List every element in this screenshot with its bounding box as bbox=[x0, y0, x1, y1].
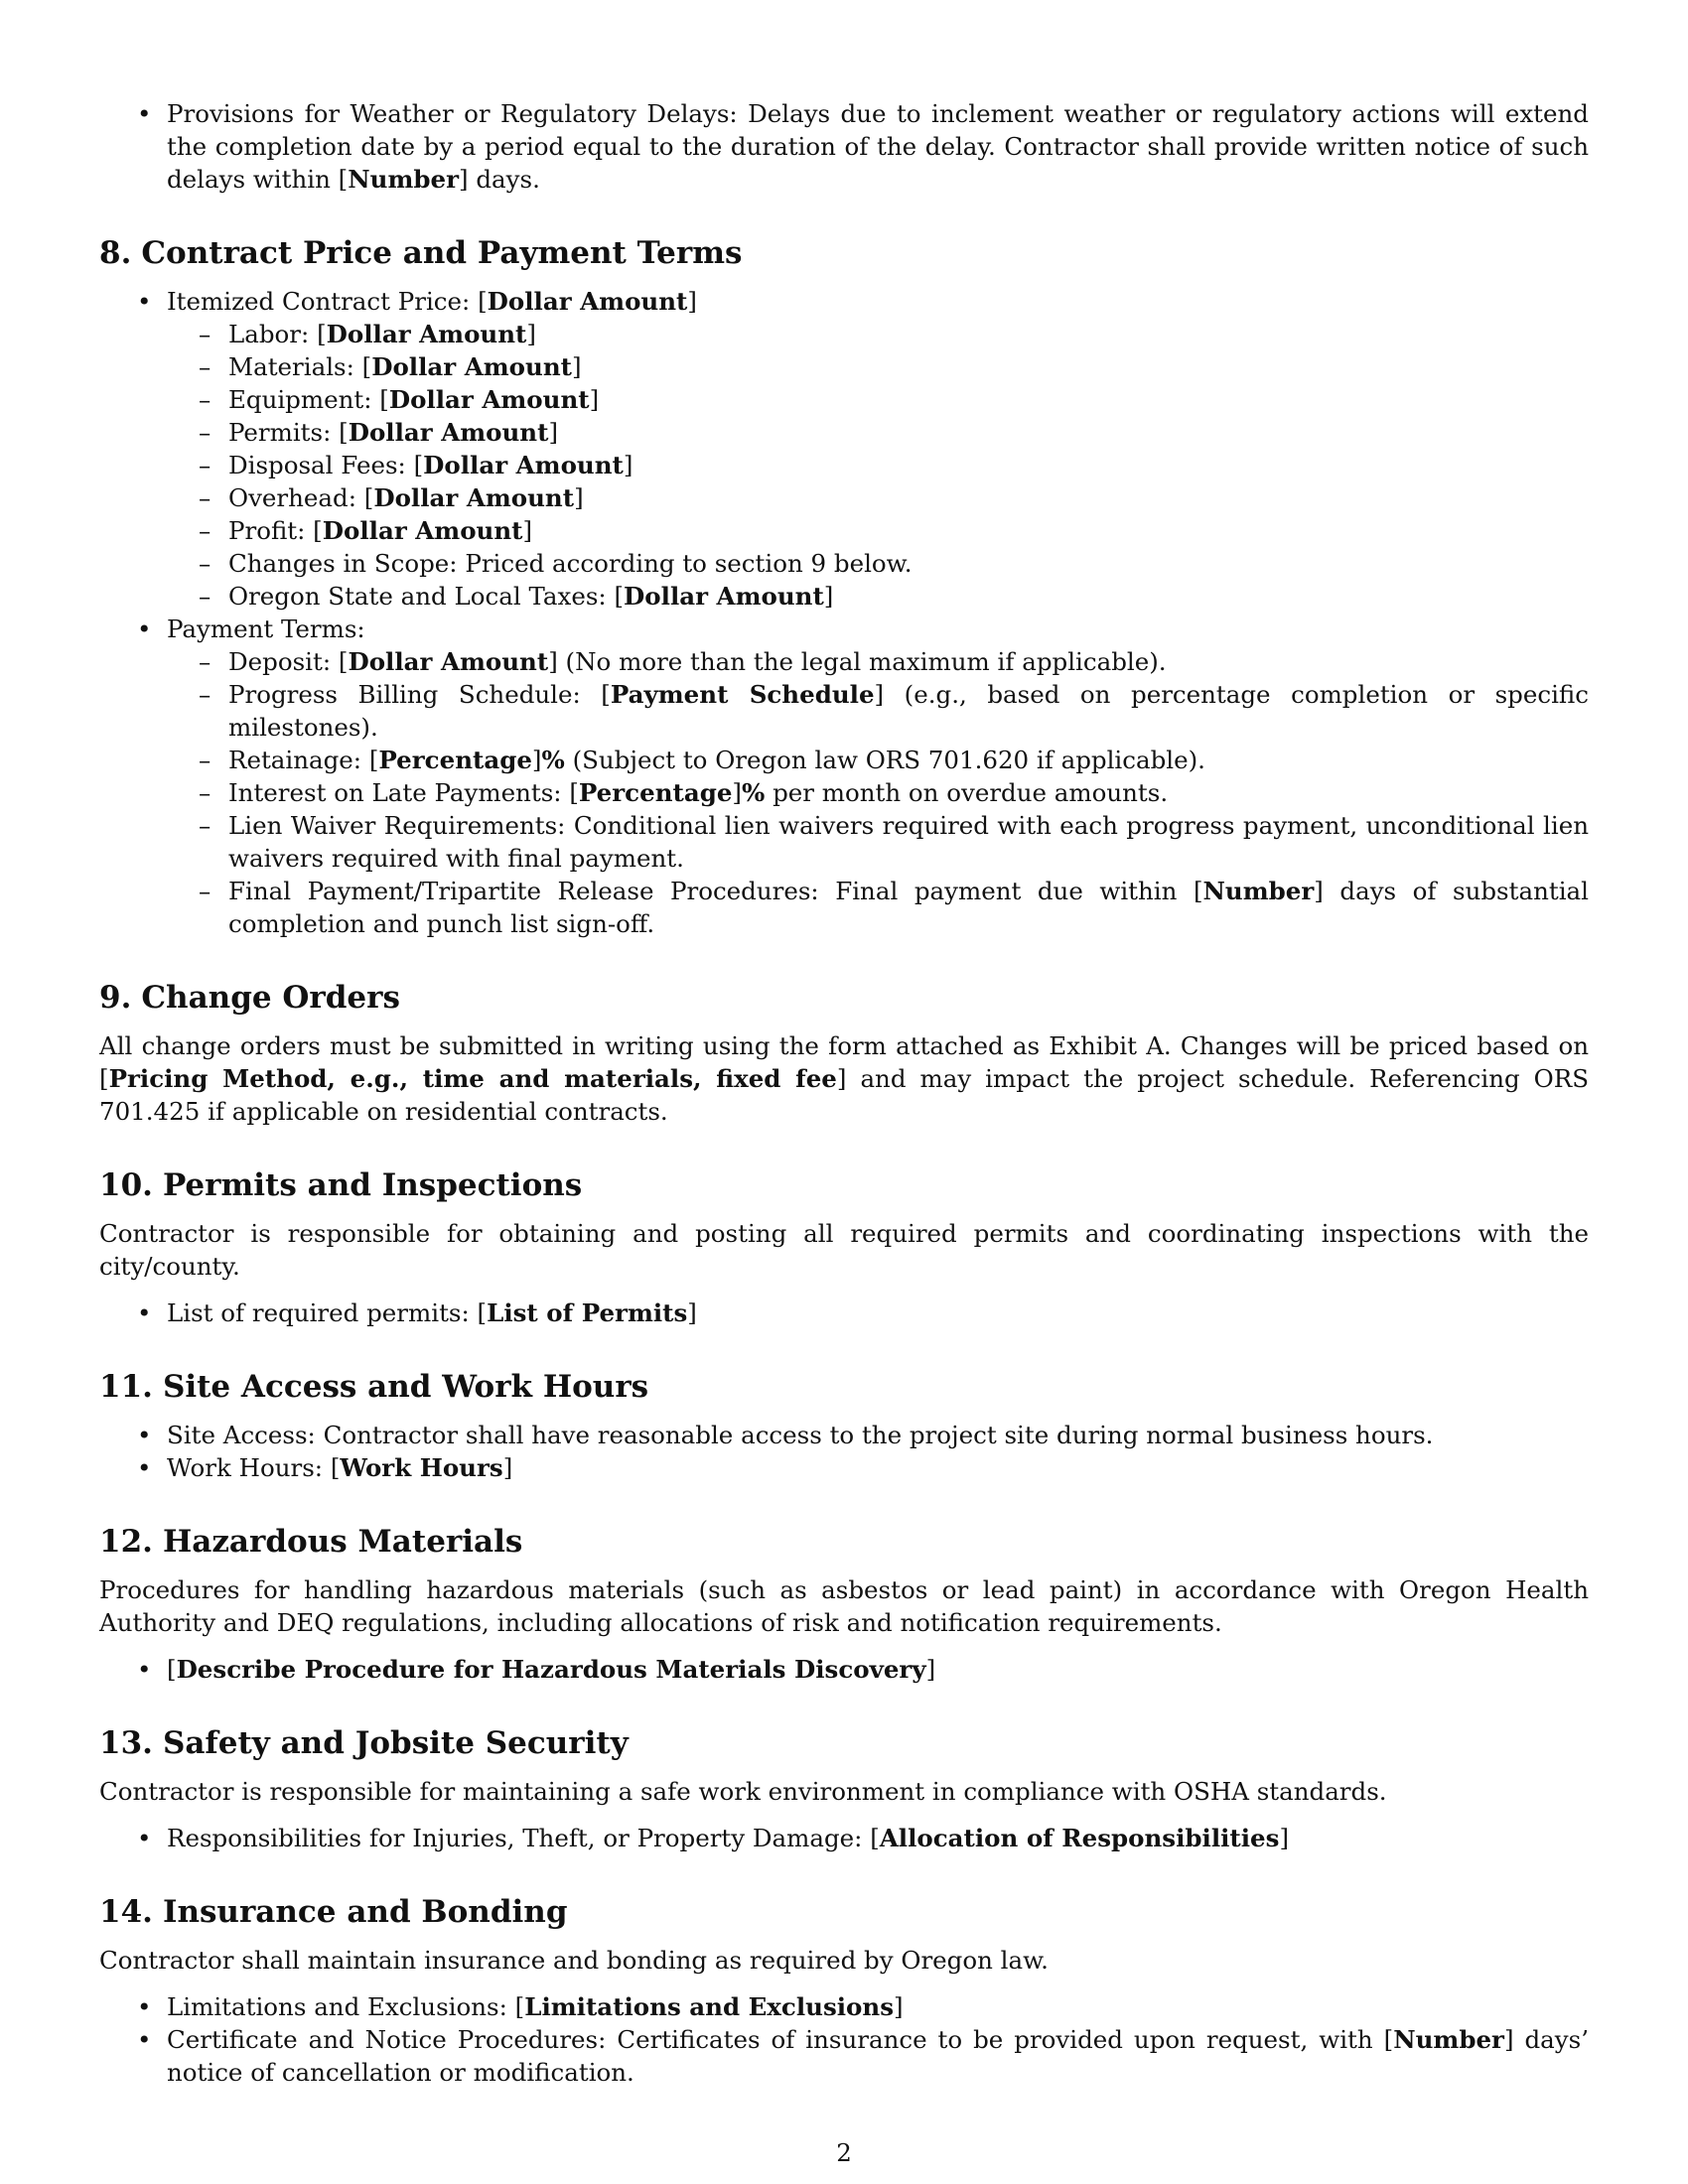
list-item: • List of required permits: [List of Permits] bbox=[167, 1297, 1589, 1329]
section-14-body: Contractor shall maintain insurance and bonding as required by Oregon law. bbox=[99, 1946, 1049, 1975]
placeholder: Dollar Amount bbox=[423, 451, 624, 479]
section-12-heading: 12. Hazardous Materials bbox=[99, 1524, 523, 1560]
list-item: • Payment Terms: – Deposit: [Dollar Amount] (No more than the legal maximum if applicable). – Progress Billing Schedule: [Payment Schedule] (e.g., based on percentage completion or specific milestones). – Retainage: [Percentage]% (Subject to Oregon law ORS 701.620 if applicable). – Interest on Late Payments: [Percentage]% per month on overdue amounts. – Lien Waiver Requirements: Conditional lien waivers required with each progress payment, unconditional lien waivers required with final payment. – Final Payment/Tripartite Release Procedures: Final payment due within [Number] days of substantial completion and punch list sign-off. bbox=[167, 613, 1589, 940]
section-9-body: All change orders must be submitted in writing using the form attached as Exhibit A. Changes will be priced based on [Pricing Method, e.g., time and materials, fixed fee] and may impact the project schedule. Referencing ORS 701.425 if applicable on residential contracts. bbox=[99, 1031, 1589, 1126]
list-item: – Permits: [Dollar Amount] bbox=[228, 416, 1589, 449]
list-item: – Overhead: [Dollar Amount] bbox=[228, 481, 1589, 514]
list-item: – Materials: [Dollar Amount] bbox=[228, 350, 1589, 383]
list-item: – Equipment: [Dollar Amount] bbox=[228, 383, 1589, 416]
list-item: • Work Hours: [Work Hours] bbox=[167, 1451, 1589, 1484]
placeholder: Dollar Amount bbox=[371, 352, 572, 381]
list-item: – Profit: [Dollar Amount] bbox=[228, 514, 1589, 547]
list-item: • Itemized Contract Price: [Dollar Amount] – Labor: [Dollar Amount] – Materials: [Dollar Amount] – Equipment: [Dollar Amount] – Permits: [Dollar Amount] – Disposal Fees: [Dollar Amount] – Overhead: [Dollar Amount] – Profit: [Dollar Amount] – Changes in Scope: Priced according to section 9 below. – Oregon State and Local Taxes: [Dollar Amount] bbox=[167, 285, 1589, 613]
placeholder: Dollar Amount bbox=[348, 418, 549, 447]
list-item: • [Describe Procedure for Hazardous Materials Discovery] bbox=[167, 1653, 1589, 1686]
placeholder: Number bbox=[348, 165, 459, 194]
price-breakdown-list bbox=[167, 318, 1589, 613]
placeholder: Dollar Amount bbox=[388, 385, 590, 414]
list-item: – Changes in Scope: Priced according to section 9 below. bbox=[228, 547, 1589, 580]
placeholder: Dollar Amount bbox=[322, 516, 523, 545]
section-14-heading: 14. Insurance and Bonding bbox=[99, 1894, 568, 1930]
section-10-list bbox=[99, 1297, 1589, 1329]
document-page bbox=[99, 97, 1589, 2089]
section-8-list bbox=[99, 285, 1589, 940]
list-item: – Progress Billing Schedule: [Payment Schedule] (e.g., based on percentage completion or specific milestones). bbox=[228, 678, 1589, 744]
section-12-body: Procedures for handling hazardous materials (such as asbestos or lead paint) in accordance with Oregon Health Authority and DEQ regulations, including allocations of risk and notification requirements. bbox=[99, 1575, 1589, 1637]
placeholder: Dollar Amount bbox=[348, 647, 549, 676]
placeholder: Number bbox=[1393, 2025, 1504, 2054]
list-item: • Limitations and Exclusions: [Limitations and Exclusions] bbox=[167, 1990, 1589, 2023]
section-10-body: Contractor is responsible for obtaining and posting all required permits and coordinating inspections with the city/county. bbox=[99, 1219, 1589, 1281]
section-13-list bbox=[99, 1822, 1589, 1854]
placeholder: Dollar Amount bbox=[624, 582, 824, 611]
list-item: • Certificate and Notice Procedures: Certificates of insurance to be provided upon request, with [Number] days’ notice of cancellation or modification. bbox=[167, 2023, 1589, 2089]
placeholder: List of Permits bbox=[487, 1298, 688, 1327]
placeholder: Allocation of Responsibilities bbox=[879, 1824, 1280, 1852]
page-number: 2 bbox=[836, 2138, 852, 2167]
list-item: – Oregon State and Local Taxes: [Dollar Amount] bbox=[228, 580, 1589, 613]
list-item: • Provisions for Weather or Regulatory Delays: Delays due to inclement weather or regulatory actions will extend the completion date by a period equal to the duration of the delay. Contractor shall provide written notice of such delays within [Number] days. bbox=[167, 97, 1589, 196]
placeholder: Dollar Amount bbox=[487, 287, 688, 316]
list-item: – Retainage: [Percentage]% (Subject to Oregon law ORS 701.620 if applicable). bbox=[228, 744, 1589, 776]
placeholder: Dollar Amount bbox=[373, 483, 575, 512]
placeholder: Number bbox=[1202, 877, 1315, 905]
placeholder: Payment Schedule bbox=[610, 680, 875, 709]
section-11-list bbox=[99, 1419, 1589, 1484]
placeholder: Dollar Amount bbox=[326, 320, 527, 348]
list-item: • Site Access: Contractor shall have reasonable access to the project site during normal business hours. bbox=[167, 1419, 1589, 1451]
list-item: – Labor: [Dollar Amount] bbox=[228, 318, 1589, 350]
placeholder: Percentage bbox=[378, 746, 532, 774]
placeholder: Limitations and Exclusions bbox=[524, 1992, 894, 2021]
placeholder: Work Hours bbox=[340, 1453, 503, 1482]
section-12-list bbox=[99, 1653, 1589, 1686]
weather-delay-list bbox=[99, 97, 1589, 196]
section-13-heading: 13. Safety and Jobsite Security bbox=[99, 1725, 629, 1761]
list-item: – Interest on Late Payments: [Percentage]% per month on overdue amounts. bbox=[228, 776, 1589, 809]
placeholder: Pricing Method, e.g., time and materials, fixed fee bbox=[108, 1064, 837, 1093]
list-item: • Responsibilities for Injuries, Theft, or Property Damage: [Allocation of Responsibilities] bbox=[167, 1822, 1589, 1854]
list-item: – Deposit: [Dollar Amount] (No more than the legal maximum if applicable). bbox=[228, 645, 1589, 678]
placeholder: Describe Procedure for Hazardous Materials Discovery bbox=[176, 1655, 926, 1684]
section-13-body: Contractor is responsible for maintaining a safe work environment in compliance with OSHA standards. bbox=[99, 1777, 1387, 1806]
list-item: – Final Payment/Tripartite Release Procedures: Final payment due within [Number] days of substantial completion and punch list sign-off. bbox=[228, 875, 1589, 940]
section-9-heading: 9. Change Orders bbox=[99, 980, 400, 1016]
section-11-heading: 11. Site Access and Work Hours bbox=[99, 1369, 649, 1405]
section-14-list bbox=[99, 1990, 1589, 2089]
list-item: – Lien Waiver Requirements: Conditional lien waivers required with each progress payment, unconditional lien waivers required with final payment. bbox=[228, 809, 1589, 875]
section-8-heading: 8. Contract Price and Payment Terms bbox=[99, 235, 743, 271]
section-10-heading: 10. Permits and Inspections bbox=[99, 1167, 583, 1203]
payment-terms-list bbox=[167, 645, 1589, 940]
placeholder: Percentage bbox=[578, 778, 733, 807]
list-item: – Disposal Fees: [Dollar Amount] bbox=[228, 449, 1589, 481]
